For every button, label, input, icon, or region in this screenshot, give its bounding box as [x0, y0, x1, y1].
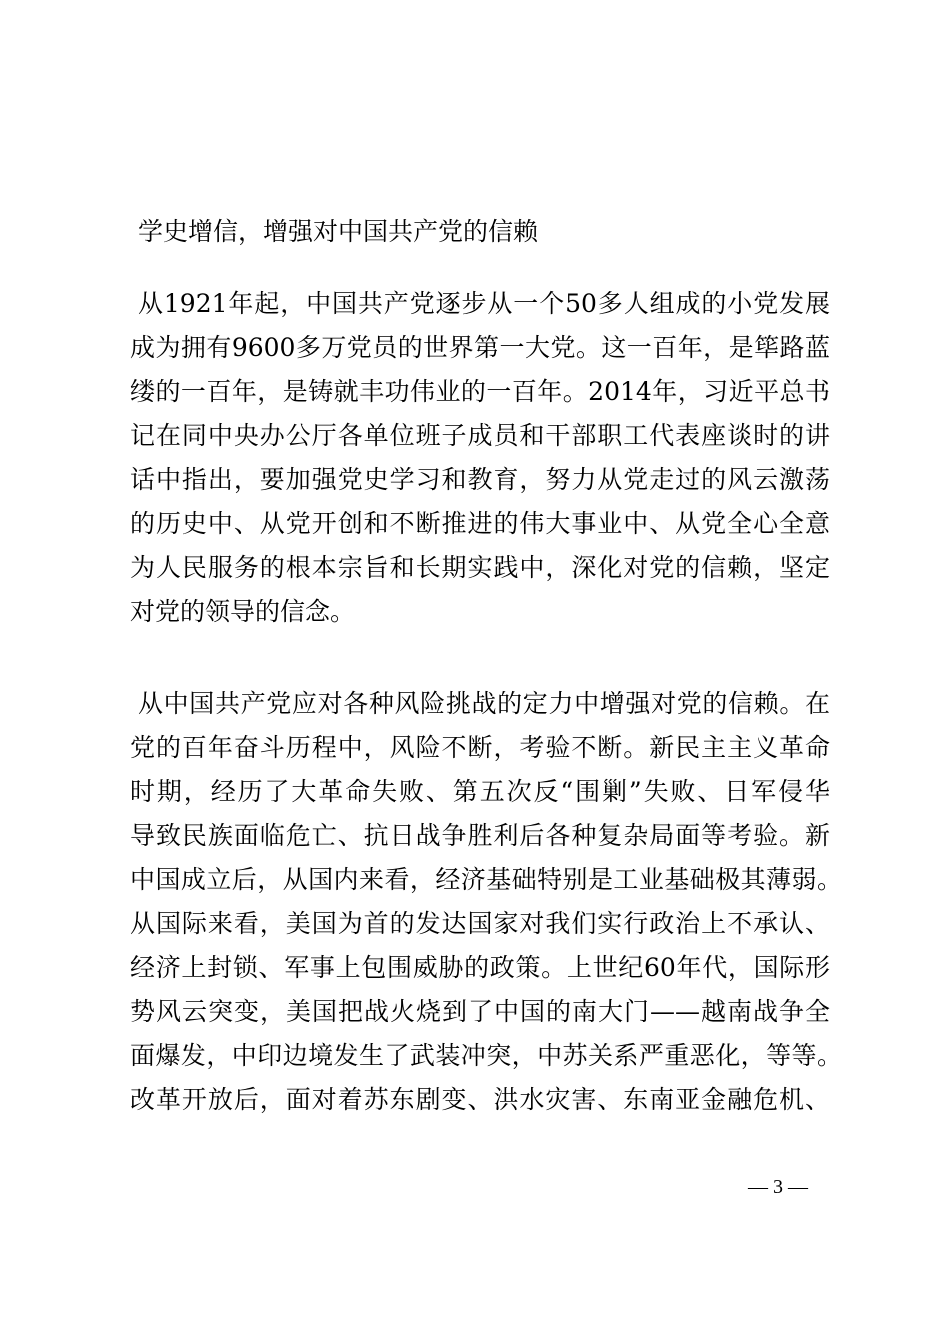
paragraph-1-line: 从1921年起，中国共产党逐步从一个50多人组成的小党发展 — [138, 289, 830, 318]
paragraph-1-line: 对党的领导的信念。 — [130, 597, 356, 626]
section-heading: 学史增信，增强对中国共产党的信赖 — [138, 217, 539, 246]
paragraph-1-line: 的历史中、从党开创和不断推进的伟大事业中、从党全心全意 — [130, 509, 830, 538]
paragraph-1-line: 记在同中央办公厅各单位班子成员和干部职工代表座谈时的讲 — [130, 421, 830, 450]
paragraph-1-line: 缕的一百年，是铸就丰功伟业的一百年。2014年，习近平总书 — [130, 377, 830, 406]
paragraph-2-line: 从国际来看，美国为首的发达国家对我们实行政治上不承认、 — [130, 909, 830, 938]
paragraph-1-line: 话中指出，要加强党史学习和教育，努力从党走过的风云激荡 — [130, 465, 830, 494]
paragraph-2-line: 中国成立后，从国内来看，经济基础特别是工业基础极其薄弱。 — [130, 865, 842, 894]
paragraph-2-line: 势风云突变，美国把战火烧到了中国的南大门——越南战争全 — [130, 997, 830, 1026]
paragraph-2-line: 面爆发，中印边境发生了武装冲突，中苏关系严重恶化，等等。 — [130, 1041, 842, 1070]
paragraph-2-line: 改革开放后，面对着苏东剧变、洪水灾害、东南亚金融危机、 — [130, 1085, 830, 1114]
paragraph-2-line: 党的百年奋斗历程中，风险不断，考验不断。新民主主义革命 — [130, 733, 830, 762]
paragraph-1-line: 为人民服务的根本宗旨和长期实践中，深化对党的信赖，坚定 — [130, 553, 830, 582]
paragraph-2-line: 导致民族面临危亡、抗日战争胜利后各种复杂局面等考验。新 — [130, 821, 830, 850]
paragraph-2-line: 从中国共产党应对各种风险挑战的定力中增强对党的信赖。在 — [138, 689, 830, 718]
paragraph-2-line: 时期，经历了大革命失败、第五次反“围剿”失败、日军侵华 — [130, 777, 830, 806]
page-number: — 3 — — [748, 1176, 808, 1198]
paragraph-1-line: 成为拥有9600多万党员的世界第一大党。这一百年，是筚路蓝 — [130, 333, 830, 362]
paragraph-2-line: 经济上封锁、军事上包围威胁的政策。上世纪60年代，国际形 — [130, 953, 830, 982]
